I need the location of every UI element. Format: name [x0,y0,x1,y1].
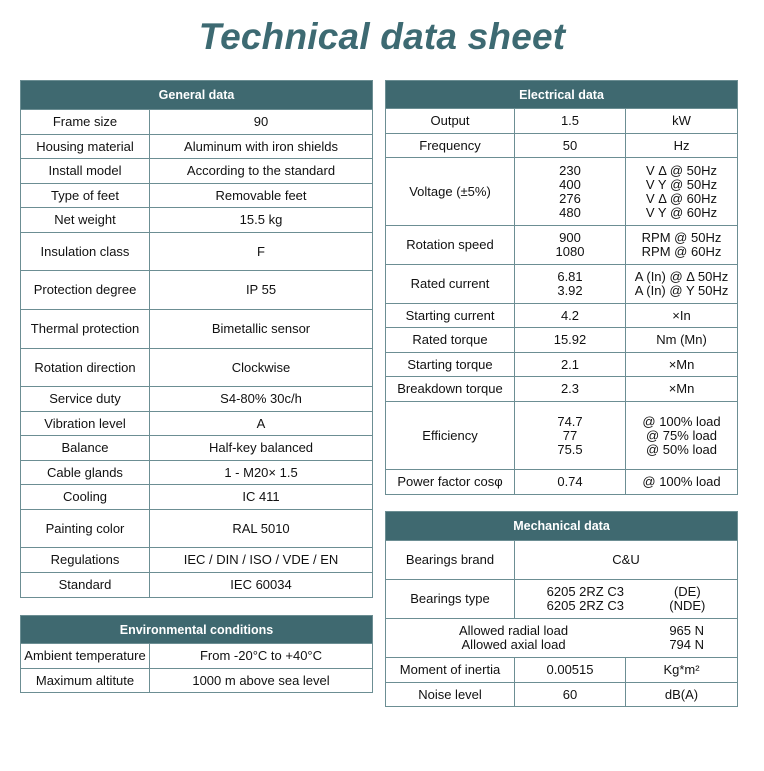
general-data-row [21,184,373,208]
moment-of-inertia-label: Moment of inertia [386,658,515,683]
electrical-value: 900 1080 [555,230,585,259]
electrical-data-row [386,328,738,353]
noise-level-label: Noise level [386,683,515,707]
electrical-data-row [386,265,738,304]
electrical-value-cell [515,470,626,495]
electrical-value-cell [515,328,626,353]
general-data-label: Type of feet [21,184,150,208]
general-data-row [21,349,373,387]
noise-level-unit: dB(A) [626,683,738,707]
general-data-label: Frame size [21,110,150,135]
electrical-value-cell [515,158,626,226]
general-data-label: Standard [21,573,150,598]
bearings-brand-label: Bearings brand [386,541,515,580]
general-data-label: Service duty [21,387,150,412]
electrical-data-row [386,402,738,470]
electrical-unit-cell [626,353,738,377]
mechanical-data-table [385,511,738,707]
electrical-data-row [386,304,738,328]
electrical-data-row [386,470,738,495]
general-data-row [21,110,373,135]
electrical-unit: Nm (Mn) [656,332,707,347]
general-data-value: Half-key balanced [150,436,373,461]
electrical-unit: @ 100% load @ 75% load @ 50% load [642,413,721,457]
electrical-label: Frequency [386,134,515,158]
electrical-label: Rated current [386,265,515,304]
bearings-type-cell [515,580,738,619]
general-data-value: Bimetallic sensor [150,310,373,349]
general-data-label: Rotation direction [21,349,150,387]
electrical-data-row [386,134,738,158]
general-data-label: Protection degree [21,271,150,310]
environmental-row [21,669,373,693]
general-data-value: F [150,233,373,271]
general-data-value: Clockwise [150,349,373,387]
electrical-unit: ×Mn [668,381,695,396]
electrical-data-row [386,109,738,134]
electrical-unit: @ 100% load [642,474,721,489]
electrical-value-cell [515,265,626,304]
electrical-data-header: Electrical data [386,81,738,109]
general-data-value: Aluminum with iron shields [150,135,373,159]
general-data-table [20,80,373,598]
electrical-value: 1.5 [560,113,580,128]
general-data-row [21,159,373,184]
general-data-label: Cooling [21,485,150,510]
electrical-label: Rotation speed [386,226,515,265]
general-data-header: General data [21,81,373,110]
general-data-value: RAL 5010 [150,510,373,548]
electrical-value: 74.7 77 75.5 [557,413,583,457]
mechanical-data-header: Mechanical data [386,512,738,541]
electrical-unit-cell [626,265,738,304]
moment-of-inertia-value: 0.00515 [515,658,626,683]
general-data-value: Removable feet [150,184,373,208]
bearings-type-position: (DE) (NDE) [669,584,706,613]
environmental-label: Ambient temperature [21,644,150,669]
general-data-value: IC 411 [150,485,373,510]
electrical-unit: RPM @ 50Hz RPM @ 60Hz [641,230,722,259]
general-data-row [21,461,373,485]
electrical-data-row [386,353,738,377]
environmental-row [21,644,373,669]
general-data-label: Vibration level [21,412,150,436]
general-data-row [21,485,373,510]
page-title: Technical data sheet [198,16,566,57]
general-data-row [21,510,373,548]
environmental-value: 1000 m above sea level [150,669,373,693]
electrical-label: Efficiency [386,402,515,470]
general-data-value: IP 55 [150,271,373,310]
general-data-row [21,310,373,349]
general-data-label: Install model [21,159,150,184]
electrical-unit-cell [626,226,738,265]
electrical-label: Starting current [386,304,515,328]
electrical-unit: kW [672,113,691,128]
electrical-unit-cell [626,134,738,158]
electrical-unit: A (In) @ Δ 50Hz A (In) @ Y 50Hz [634,269,729,298]
general-data-value: IEC 60034 [150,573,373,598]
electrical-value: 2.1 [560,356,580,372]
general-data-row [21,271,373,310]
general-data-label: Cable glands [21,461,150,485]
general-data-row [21,135,373,159]
general-data-row [21,412,373,436]
general-data-label: Painting color [21,510,150,548]
general-data-row [21,208,373,233]
general-data-label: Insulation class [21,233,150,271]
environmental-label: Maximum altitute [21,669,150,693]
electrical-value: 0.74 [557,474,583,489]
general-data-value: IEC / DIN / ISO / VDE / EN [150,548,373,573]
allowed-loads-values: 965 N 794 N [669,623,705,652]
electrical-value-cell [515,353,626,377]
general-data-label: Thermal protection [21,310,150,349]
electrical-data-table [385,80,738,495]
electrical-unit-cell [626,158,738,226]
bearings-type-value: 6205 2RZ C3 6205 2RZ C3 [546,584,624,613]
general-data-row [21,548,373,573]
electrical-data-row [386,377,738,402]
general-data-value: 15.5 kg [150,208,373,233]
electrical-label: Voltage (±5%) [386,158,515,226]
electrical-value: 230 400 276 480 [559,162,581,220]
environmental-conditions-table [20,615,373,693]
electrical-value-cell [515,304,626,328]
allowed-loads-labels: Allowed radial load Allowed axial load [459,623,569,652]
electrical-label: Rated torque [386,328,515,353]
general-data-label: Housing material [21,135,150,159]
electrical-data-row [386,158,738,226]
electrical-label: Starting torque [386,353,515,377]
electrical-unit-cell [626,328,738,353]
general-data-row [21,573,373,598]
electrical-data-row [386,226,738,265]
electrical-label: Breakdown torque [386,377,515,402]
bearings-type-label: Bearings type [386,580,515,619]
environmental-conditions-header: Environmental conditions [21,616,373,644]
electrical-value-cell [515,134,626,158]
bearings-brand-value: C&U [515,541,738,580]
electrical-value-cell [515,226,626,265]
allowed-loads-cell [386,619,738,658]
electrical-value: 15.92 [553,332,587,347]
general-data-row [21,387,373,412]
electrical-unit-cell [626,304,738,328]
electrical-unit: ×Mn [668,356,695,372]
electrical-unit: V Δ @ 50Hz V Y @ 50Hz V Δ @ 60Hz V Y @ 60Hz [645,162,718,220]
electrical-unit-cell [626,402,738,470]
electrical-unit-cell [626,470,738,495]
general-data-row [21,233,373,271]
electrical-value-cell [515,109,626,134]
electrical-unit: Hz [673,137,690,153]
electrical-value: 6.81 3.92 [557,269,583,298]
moment-of-inertia-unit: Kg*m² [626,658,738,683]
electrical-unit-cell [626,109,738,134]
noise-level-value: 60 [515,683,626,707]
general-data-value: 90 [150,110,373,135]
general-data-label: Balance [21,436,150,461]
general-data-value: A [150,412,373,436]
electrical-label: Power factor cosφ [386,470,515,495]
environmental-value: From -20°C to +40°C [150,644,373,669]
general-data-value: S4-80% 30c/h [150,387,373,412]
general-data-label: Regulations [21,548,150,573]
general-data-value: According to the standard [150,159,373,184]
electrical-value-cell [515,377,626,402]
general-data-row [21,436,373,461]
general-data-value: 1 - M20× 1.5 [150,461,373,485]
general-data-label: Net weight [21,208,150,233]
electrical-value: 2.3 [560,381,580,396]
electrical-value: 4.2 [560,307,580,323]
electrical-unit: ×In [672,307,691,323]
electrical-unit-cell [626,377,738,402]
electrical-label: Output [386,109,515,134]
electrical-value-cell [515,402,626,470]
electrical-value: 50 [562,137,578,153]
